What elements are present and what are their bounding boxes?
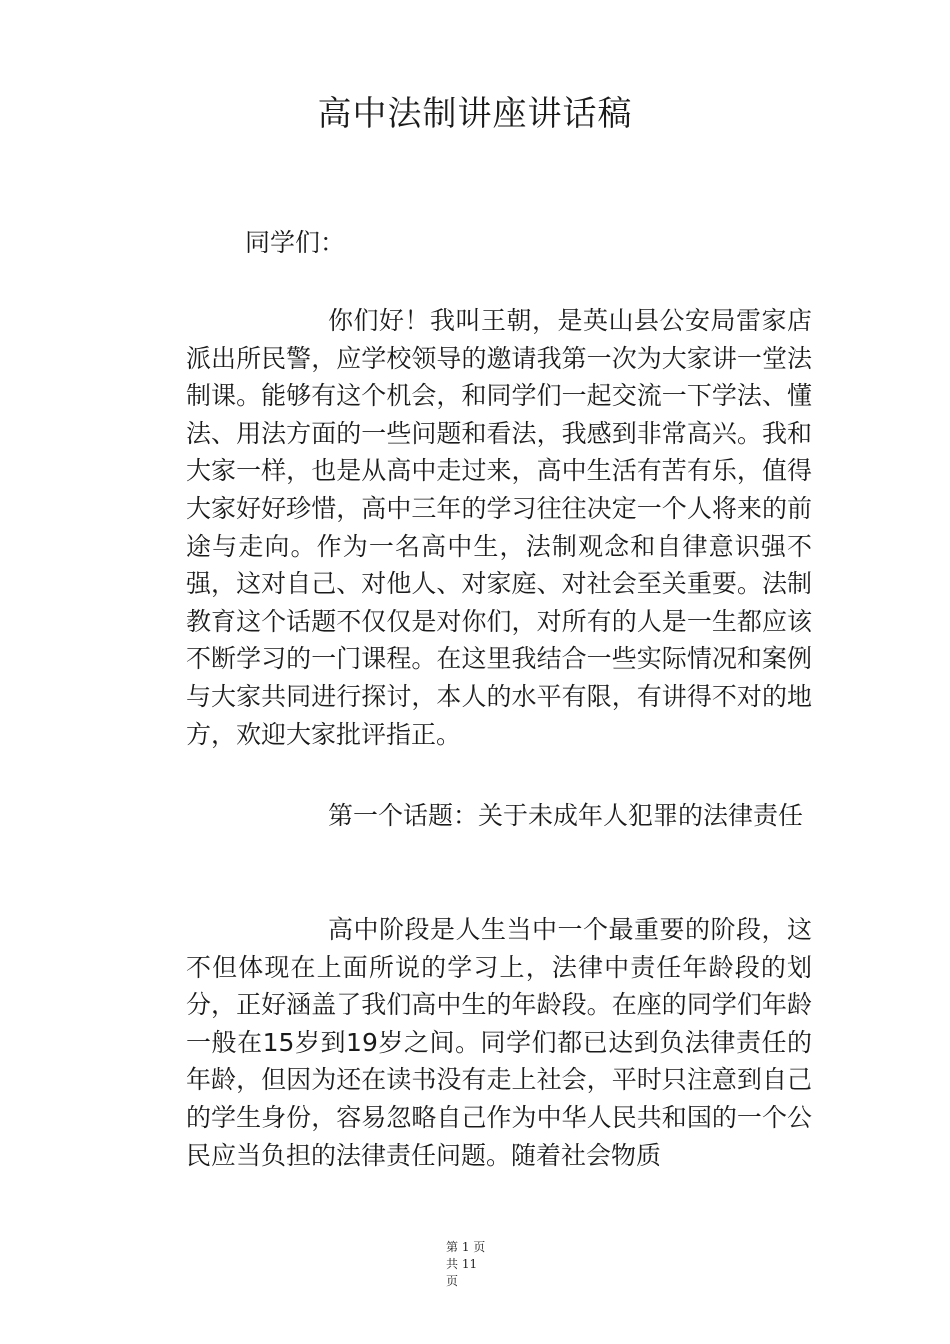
page-number-line-3: 页: [446, 1274, 459, 1288]
page-number-line-1: 第 1 页: [446, 1240, 486, 1254]
salutation: 同学们：: [245, 228, 346, 257]
paragraph-body: 高中阶段是人生当中一个最重要的阶段，这不但体现在上面所说的学习上，法律中责任年龄段的划分，正好涵盖了我们高中生的年龄段。在座的同学们年龄一般在15岁到19岁之间。同学们都已达到负法律责任的年龄，但因为还在读书没有走上社会，平时只注意到自己的学生身份，容易忽略自己作为中华人民共和国的一个公民应当负担的法律责任问题。随着社会物质: [186, 915, 812, 1170]
page-number-footer: [446, 1239, 496, 1290]
page-number-line-2: 共 11: [446, 1257, 478, 1271]
paragraph-intro: 你们好！我叫王朝，是英山县公安局雷家店派出所民警，应学校领导的邀请我第一次为大家讲一堂法制课。能够有这个机会，和同学们一起交流一下学法、懂法、用法方面的一些问题和看法，我感到非常高兴。我和大家一样，也是从高中走过来，高中生活有苦有乐，值得大家好好珍惜，高中三年的学习往往决定一个人将来的前途与走向。作为一名高中生，法制观念和自律意识强不强，这对自己、对他人、对家庭、对社会至关重要。法制教育这个话题不仅仅是对你们，对所有的人是一生都应该不断学习的一门课程。在这里我结合一些实际情况和案例与大家共同进行探讨，本人的水平有限，有讲得不对的地方，欢迎大家批评指正。: [186, 306, 812, 749]
paragraph-topic-heading: 第一个话题：关于未成年人犯罪的法律责任: [328, 801, 804, 830]
document-title: 高中法制讲座讲话稿: [317, 94, 633, 134]
